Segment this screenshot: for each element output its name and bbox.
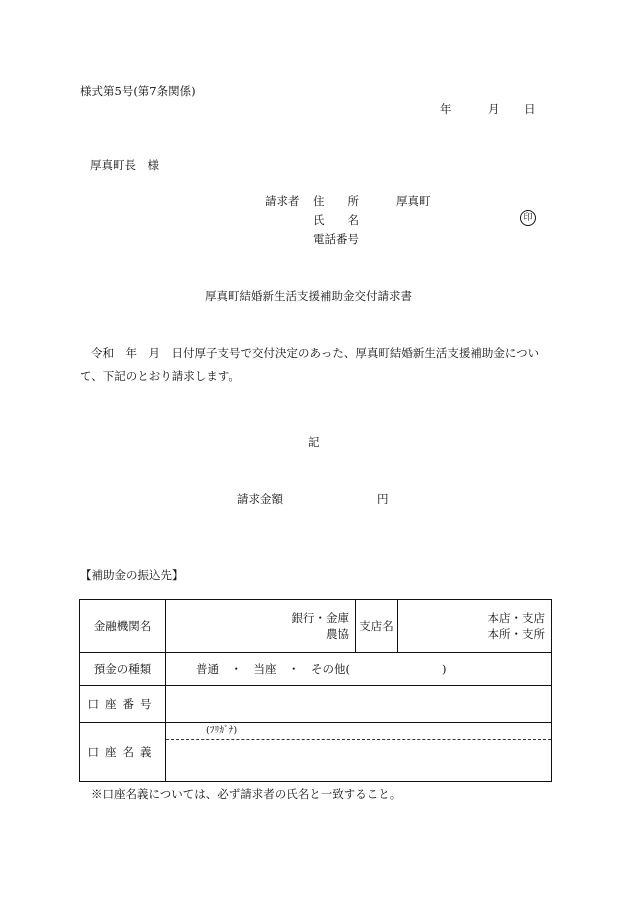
bank-type-cell[interactable] <box>166 600 356 653</box>
branch-type-1: 本店・支店 <box>487 611 545 625</box>
account-name-label: 口座名義 <box>80 723 166 782</box>
address-label: 住 所 <box>313 194 359 208</box>
requester-label: 請求者 <box>265 194 300 208</box>
table-row <box>80 653 552 686</box>
branch-label: 支店名 <box>356 600 398 653</box>
table-row <box>80 723 552 782</box>
branch-type-2: 本所・支所 <box>487 627 545 641</box>
date-month: 月 <box>488 102 500 116</box>
deposit-options[interactable]: 普通 ・ 当座 ・ その他( ) <box>166 653 552 686</box>
transfer-heading: 【補助金の振込先】 <box>80 568 184 582</box>
body-text: 令和 年 月 日付厚子支号で交付決定のあった、厚真町結婚新生活支援補助金について、下記のとおり請求します。 <box>80 346 540 383</box>
phone-label: 電話番号 <box>313 232 359 246</box>
date-year: 年 <box>440 102 452 116</box>
note-text: ※口座名義については、必ず請求者の氏名と一致すること。 <box>91 787 402 801</box>
form-number: 様式第5号(第7条関係) <box>80 84 196 98</box>
ki-heading: 記 <box>308 435 320 449</box>
table-row <box>80 600 552 653</box>
date-day: 日 <box>524 102 536 116</box>
deposit-type-label: 預金の種類 <box>80 653 166 686</box>
account-number-label: 口座番号 <box>80 686 166 723</box>
name-label: 氏 名 <box>313 213 359 227</box>
account-number-field[interactable] <box>166 686 552 723</box>
address-value: 厚真町 <box>396 194 431 208</box>
institution-label: 金融機関名 <box>80 600 166 653</box>
amount-unit: 円 <box>377 492 389 506</box>
branch-type-cell[interactable] <box>398 600 552 653</box>
furigana-label: (ﾌﾘｶﾞﾅ) <box>166 723 551 740</box>
account-name-field[interactable] <box>166 723 552 782</box>
bank-type-1: 銀行・金庫 <box>291 611 349 625</box>
document-title: 厚真町結婚新生活支援補助金交付請求書 <box>205 289 412 303</box>
amount-label: 請求金額 <box>237 492 283 506</box>
bank-table <box>79 599 552 782</box>
bank-type-2: 農協 <box>326 627 349 641</box>
seal-mark: 印 <box>520 210 536 226</box>
addressee: 厚真町長 様 <box>90 158 159 172</box>
table-row <box>80 686 552 723</box>
